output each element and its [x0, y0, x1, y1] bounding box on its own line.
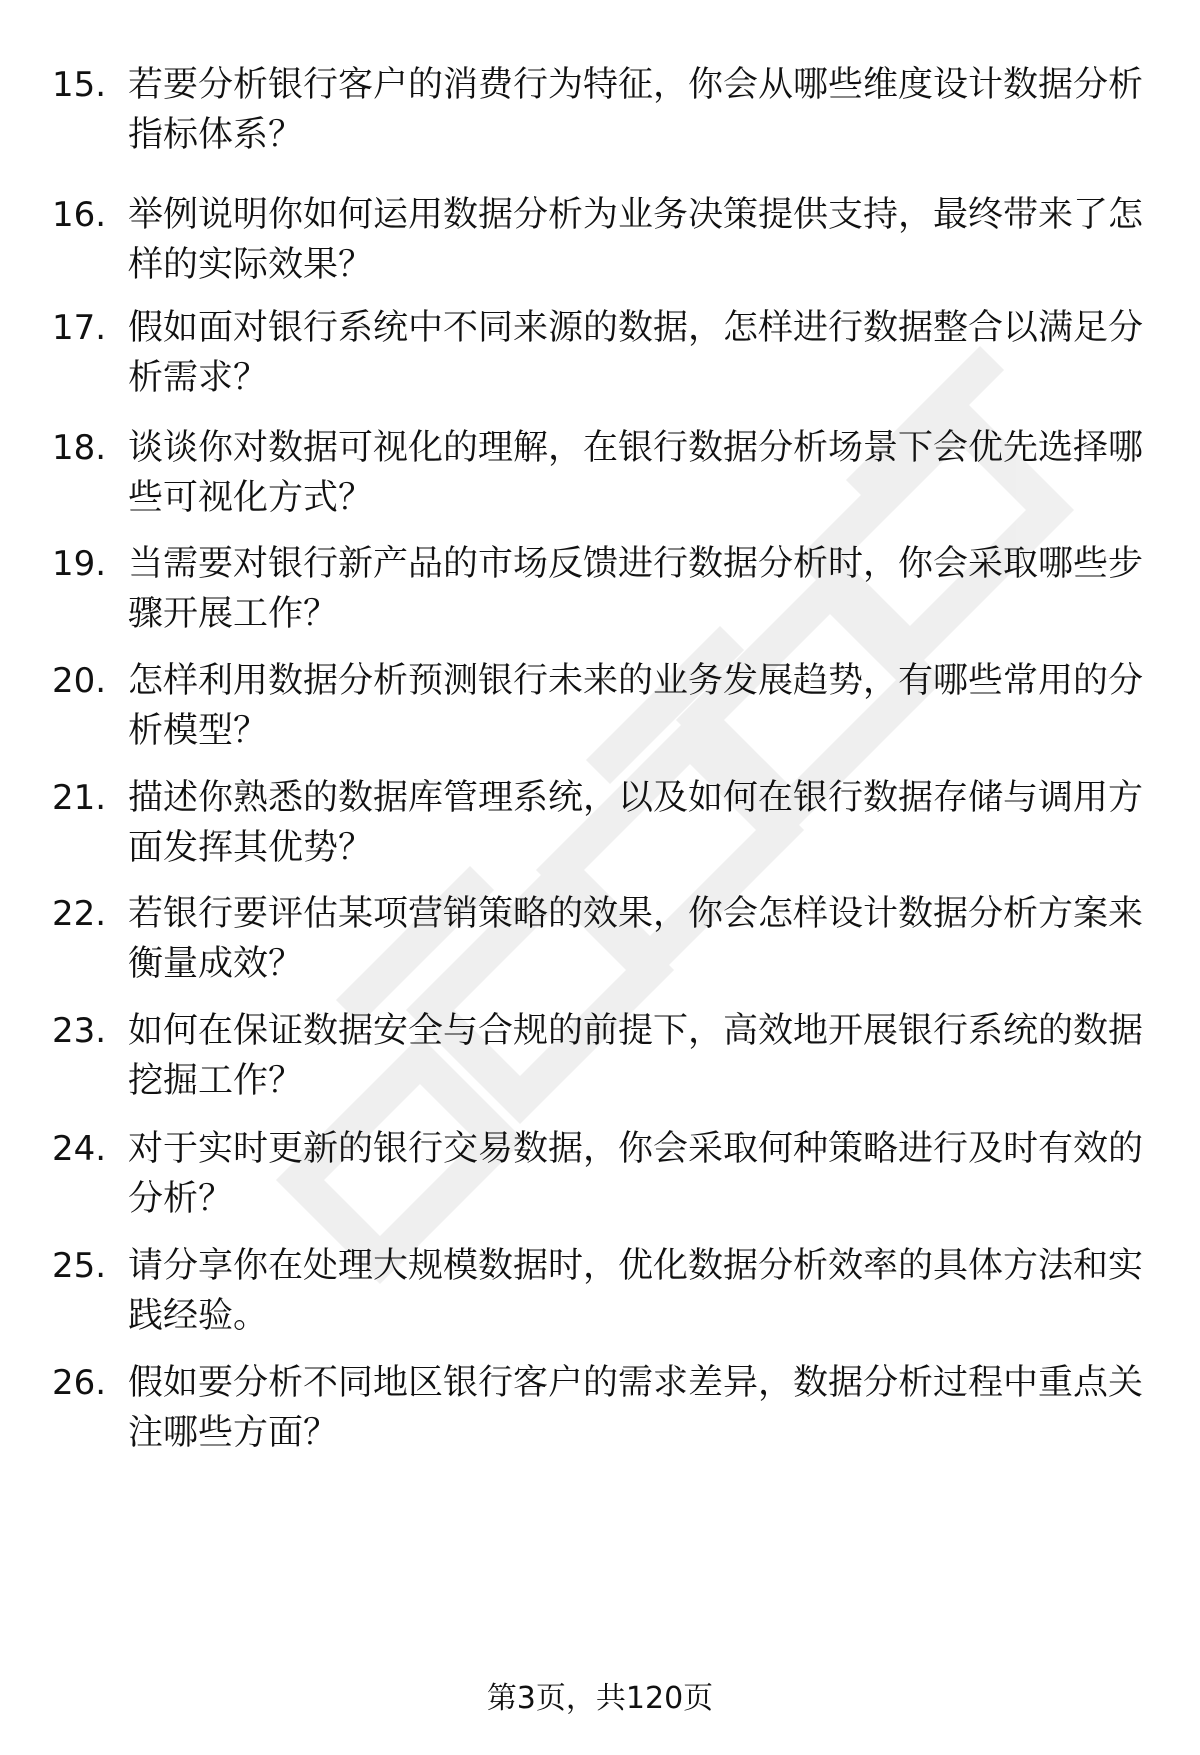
question-text: 如何在保证数据安全与合规的前提下，高效地开展银行系统的数据挖掘工作？: [128, 1011, 1144, 1101]
question-number: 17.: [52, 308, 107, 348]
question-number: 26.: [52, 1363, 107, 1403]
question-text: 若银行要评估某项营销策略的效果，你会怎样设计数据分析方案来衡量成效？: [128, 894, 1144, 984]
question-number: 24.: [52, 1129, 107, 1169]
question-text: 当需要对银行新产品的市场反馈进行数据分析时，你会采取哪些步骤开展工作？: [128, 544, 1144, 634]
question-text: 怎样利用数据分析预测银行未来的业务发展趋势，有哪些常用的分析模型？: [128, 661, 1144, 751]
question-number: 23.: [52, 1011, 107, 1051]
question-number: 15.: [52, 65, 107, 105]
question-number: 20.: [52, 661, 107, 701]
question-number: 22.: [52, 894, 107, 934]
question-number: 21.: [52, 778, 107, 818]
question-number: 16.: [52, 195, 107, 235]
question-number: 18.: [52, 428, 107, 468]
question-text: 假如要分析不同地区银行客户的需求差异，数据分析过程中重点关注哪些方面？: [128, 1363, 1144, 1453]
question-text: 谈谈你对数据可视化的理解，在银行数据分析场景下会优先选择哪些可视化方式？: [128, 428, 1144, 518]
question-number: 25.: [52, 1246, 107, 1286]
question-text: 若要分析银行客户的消费行为特征，你会从哪些维度设计数据分析指标体系？: [128, 65, 1144, 155]
question-number: 19.: [52, 544, 107, 584]
question-text: 假如面对银行系统中不同来源的数据，怎样进行数据整合以满足分析需求？: [128, 308, 1144, 398]
question-text: 举例说明你如何运用数据分析为业务决策提供支持，最终带来了怎样的实际效果？: [128, 195, 1144, 285]
question-text: 描述你熟悉的数据库管理系统，以及如何在银行数据存储与调用方面发挥其优势？: [128, 778, 1144, 868]
question-text: 请分享你在处理大规模数据时，优化数据分析效率的具体方法和实践经验。: [128, 1246, 1144, 1336]
page-footer: 第3页，共120页: [486, 1681, 714, 1716]
question-text: 对于实时更新的银行交易数据，你会采取何种策略进行及时有效的分析？: [128, 1129, 1144, 1219]
